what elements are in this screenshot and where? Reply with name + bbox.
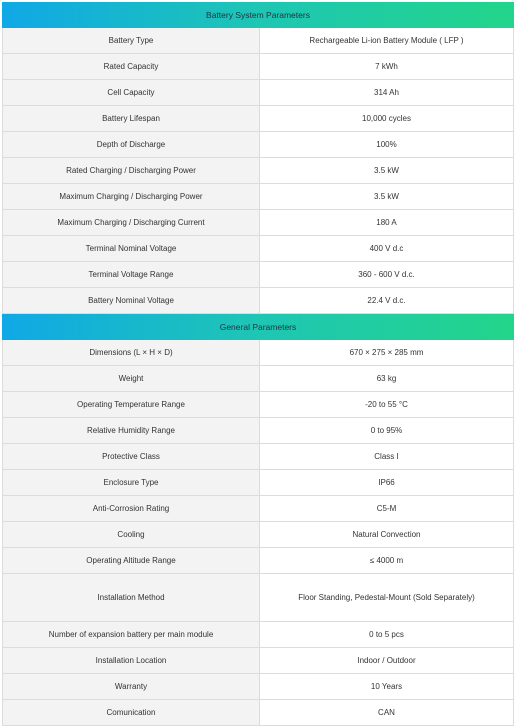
table-row [2, 340, 514, 366]
table-row [2, 210, 514, 236]
row-label: Depth of Discharge [3, 132, 260, 157]
row-value: CAN [260, 700, 513, 725]
table-row [2, 574, 514, 622]
row-label: Installation Location [3, 648, 260, 673]
table-row [2, 648, 514, 674]
row-value: 670 × 275 × 285 mm [260, 340, 513, 365]
section-header-battery-system: Battery System Parameters [2, 2, 514, 28]
row-label: Relative Humidity Range [3, 418, 260, 443]
row-value: 0 to 5 pcs [260, 622, 513, 647]
row-label: Comunication [3, 700, 260, 725]
row-value: C5-M [260, 496, 513, 521]
row-value: 63 kg [260, 366, 513, 391]
section-header-general: General Parameters [2, 314, 514, 340]
row-label: Anti-Corrosion Rating [3, 496, 260, 521]
table-row [2, 418, 514, 444]
row-label: Weight [3, 366, 260, 391]
row-label: Operating Temperature Range [3, 392, 260, 417]
table-row [2, 158, 514, 184]
row-value: Floor Standing, Pedestal-Mount (Sold Separately) [260, 574, 513, 621]
table-row [2, 80, 514, 106]
row-label: Enclosure Type [3, 470, 260, 495]
table-row [2, 184, 514, 210]
row-label: Rated Capacity [3, 54, 260, 79]
row-label: Battery Lifespan [3, 106, 260, 131]
table-row [2, 470, 514, 496]
row-value: 7 kWh [260, 54, 513, 79]
row-label: Battery Type [3, 28, 260, 53]
table-row [2, 236, 514, 262]
row-label: Terminal Voltage Range [3, 262, 260, 287]
row-label: Cell Capacity [3, 80, 260, 105]
row-value: ≤ 4000 m [260, 548, 513, 573]
table-row [2, 262, 514, 288]
table-row [2, 444, 514, 470]
row-label: Warranty [3, 674, 260, 699]
row-value: 10,000 cycles [260, 106, 513, 131]
row-label: Terminal Nominal Voltage [3, 236, 260, 261]
table-row [2, 674, 514, 700]
row-label: Operating Altitude Range [3, 548, 260, 573]
table-row [2, 54, 514, 80]
table-row [2, 132, 514, 158]
table-row [2, 496, 514, 522]
row-label: Number of expansion battery per main module [3, 622, 260, 647]
table-row [2, 288, 514, 314]
row-value: 0 to 95% [260, 418, 513, 443]
row-label: Installation Method [3, 574, 260, 621]
row-value: 180 A [260, 210, 513, 235]
row-value: Natural Convection [260, 522, 513, 547]
row-value: 360 - 600 V d.c. [260, 262, 513, 287]
row-value: IP66 [260, 470, 513, 495]
table-row [2, 366, 514, 392]
row-value: 400 V d.c [260, 236, 513, 261]
row-value: 22.4 V d.c. [260, 288, 513, 313]
table-row [2, 392, 514, 418]
row-value: Class I [260, 444, 513, 469]
row-value: 3.5 kW [260, 184, 513, 209]
row-value: 100% [260, 132, 513, 157]
row-value: Indoor / Outdoor [260, 648, 513, 673]
row-label: Dimensions (L × H × D) [3, 340, 260, 365]
table-row [2, 28, 514, 54]
row-label: Maximum Charging / Discharging Power [3, 184, 260, 209]
row-value: 314 Ah [260, 80, 513, 105]
spec-table [2, 2, 514, 726]
row-label: Battery Nominal Voltage [3, 288, 260, 313]
table-row [2, 700, 514, 726]
row-label: Maximum Charging / Discharging Current [3, 210, 260, 235]
table-row [2, 548, 514, 574]
row-label: Cooling [3, 522, 260, 547]
row-label: Rated Charging / Discharging Power [3, 158, 260, 183]
row-value: 3.5 kW [260, 158, 513, 183]
row-value: -20 to 55 °C [260, 392, 513, 417]
table-row [2, 106, 514, 132]
table-row [2, 622, 514, 648]
row-value: 10 Years [260, 674, 513, 699]
row-label: Protective Class [3, 444, 260, 469]
row-value: Rechargeable Li-ion Battery Module ( LFP ) [260, 28, 513, 53]
table-row [2, 522, 514, 548]
